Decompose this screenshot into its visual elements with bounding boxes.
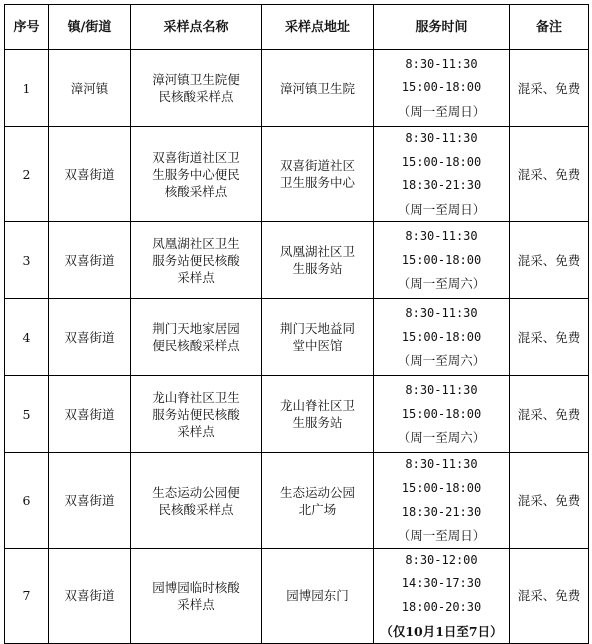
site-address-line: 双喜街道社区 xyxy=(279,158,355,174)
cell-service-time xyxy=(374,50,510,127)
header-service-time: 服务时间 xyxy=(374,5,510,50)
cell-town: 双喜街道 xyxy=(49,299,131,376)
cell-site-address xyxy=(262,548,374,643)
time-range: 8:30-11:30 xyxy=(405,305,478,320)
time-range: 15:00-18:00 xyxy=(401,406,482,421)
table-row xyxy=(5,222,589,299)
cell-note: 混采、免费 xyxy=(510,222,589,299)
time-range: 15:00-18:00 xyxy=(401,480,482,495)
cell-service-time xyxy=(374,299,510,376)
cell-no: 7 xyxy=(5,548,49,643)
table-row xyxy=(5,127,589,222)
site-name-line: 园博园临时核酸 xyxy=(152,579,240,595)
cell-no: 2 xyxy=(5,127,49,222)
table-row xyxy=(5,548,589,643)
table-row xyxy=(5,50,589,127)
service-days: （仅10月1日至7日） xyxy=(380,623,503,639)
time-range: 8:30-11:30 xyxy=(405,131,478,145)
cell-site-name xyxy=(131,453,262,548)
cell-service-time xyxy=(374,548,510,643)
sampling-points-table xyxy=(4,4,589,644)
site-name-line: 生服务中心便民 xyxy=(152,166,240,182)
cell-site-address xyxy=(262,222,374,299)
site-name-line: 双喜街道社区卫 xyxy=(152,149,240,165)
site-name-line: 采样点 xyxy=(177,596,215,612)
header-row xyxy=(5,5,589,50)
site-address-line: 漳河镇卫生院 xyxy=(279,80,355,96)
site-address-line: 荆门天地益同 xyxy=(279,321,355,337)
site-address-line: 生服务站 xyxy=(292,415,343,431)
cell-service-time xyxy=(374,127,510,222)
site-address-line: 龙山脊社区卫 xyxy=(279,398,355,414)
site-address-line: 园博园东门 xyxy=(286,588,349,604)
site-name-line: 采样点 xyxy=(177,423,215,439)
site-address-line: 生服务站 xyxy=(292,261,343,277)
cell-note: 混采、免费 xyxy=(510,376,589,453)
cell-service-time xyxy=(374,376,510,453)
header-note: 备注 xyxy=(510,5,589,50)
time-range: 18:30-21:30 xyxy=(401,504,482,519)
cell-town: 双喜街道 xyxy=(49,127,131,222)
service-days: （周一至周日） xyxy=(397,103,486,119)
cell-site-name xyxy=(131,127,262,222)
site-name-line: 服务站便民核酸 xyxy=(152,406,240,422)
header-site-address: 采样点地址 xyxy=(262,5,374,50)
site-name-line: 便民核酸采样点 xyxy=(152,338,240,354)
site-name-line: 民核酸采样点 xyxy=(158,501,234,517)
table-row xyxy=(5,453,589,548)
time-range: 8:30-11:30 xyxy=(405,56,478,71)
header-no: 序号 xyxy=(5,5,49,50)
site-name-line: 服务站便民核酸 xyxy=(152,252,240,268)
site-name-line: 生态运动公园便 xyxy=(152,484,240,500)
service-days: （周一至周六） xyxy=(397,353,486,369)
header-site-name: 采样点名称 xyxy=(131,5,262,50)
site-name-line: 漳河镇卫生院便 xyxy=(152,72,240,87)
service-days: （周一至周六） xyxy=(397,430,486,446)
site-address-line: 卫生服务中心 xyxy=(279,175,355,191)
cell-no: 4 xyxy=(5,299,49,376)
cell-site-address xyxy=(262,453,374,548)
time-range: 8:30-11:30 xyxy=(405,457,478,472)
table-row xyxy=(5,376,589,453)
cell-no: 6 xyxy=(5,453,49,548)
cell-no: 3 xyxy=(5,222,49,299)
site-name-line: 采样点 xyxy=(177,269,215,285)
cell-note: 混采、免费 xyxy=(510,453,589,548)
header-town: 镇/街道 xyxy=(49,5,131,50)
service-days: （周一至周日） xyxy=(397,201,486,217)
time-range: 15:00-18:00 xyxy=(401,252,482,267)
cell-site-name xyxy=(131,376,262,453)
time-range: 15:00-18:00 xyxy=(401,329,482,344)
cell-town: 双喜街道 xyxy=(49,548,131,643)
cell-no: 5 xyxy=(5,376,49,453)
site-address-line: 凤凰湖社区卫 xyxy=(279,244,355,260)
time-range: 8:30-11:30 xyxy=(405,382,478,397)
table-row xyxy=(5,299,589,376)
cell-note: 混采、免费 xyxy=(510,50,589,127)
cell-site-name xyxy=(131,299,262,376)
time-range: 15:00-18:00 xyxy=(401,154,482,169)
time-range: 18:30-21:30 xyxy=(401,178,482,193)
cell-site-address xyxy=(262,299,374,376)
cell-site-name xyxy=(131,50,262,127)
time-range: 18:00-20:30 xyxy=(401,599,482,614)
time-range: 8:30-11:30 xyxy=(405,228,478,243)
site-name-line: 凤凰湖社区卫生 xyxy=(152,235,240,251)
time-range: 14:30-17:30 xyxy=(401,576,482,591)
cell-town: 双喜街道 xyxy=(49,222,131,299)
table-body xyxy=(5,50,589,644)
cell-service-time xyxy=(374,222,510,299)
cell-town: 双喜街道 xyxy=(49,376,131,453)
cell-no: 1 xyxy=(5,50,49,127)
site-name-line: 核酸采样点 xyxy=(164,183,228,199)
site-name-line: 龙山脊社区卫生 xyxy=(152,389,240,405)
cell-note: 混采、免费 xyxy=(510,127,589,222)
cell-note: 混采、免费 xyxy=(510,299,589,376)
site-address-line: 生态运动公园 xyxy=(279,484,355,500)
site-address-line: 北广场 xyxy=(298,501,337,517)
service-days: （周一至周六） xyxy=(397,276,486,292)
cell-site-name xyxy=(131,548,262,643)
cell-note: 混采、免费 xyxy=(510,548,589,643)
site-name-line: 民核酸采样点 xyxy=(158,89,234,104)
service-days: （周一至周日） xyxy=(397,528,486,544)
cell-site-address xyxy=(262,376,374,453)
cell-site-name xyxy=(131,222,262,299)
cell-site-address xyxy=(262,127,374,222)
cell-site-address xyxy=(262,50,374,127)
time-range: 8:30-12:00 xyxy=(405,552,478,567)
time-range: 15:00-18:00 xyxy=(401,80,482,95)
site-name-line: 荆门天地家居园 xyxy=(152,321,240,337)
cell-town: 双喜街道 xyxy=(49,453,131,548)
cell-town: 漳河镇 xyxy=(49,50,131,127)
table-wrapper xyxy=(4,4,589,644)
site-address-line: 堂中医馆 xyxy=(292,338,343,354)
cell-service-time xyxy=(374,453,510,548)
